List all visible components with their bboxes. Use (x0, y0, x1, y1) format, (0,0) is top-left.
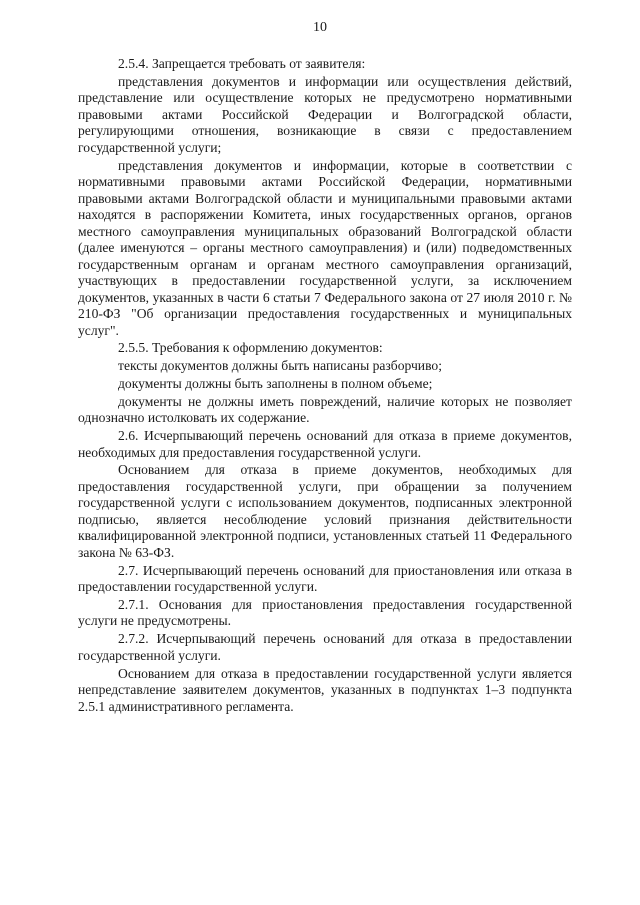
paragraph-2-5-5: 2.5.5. Требования к оформлению документов: (118, 340, 383, 356)
paragraph-refusal-grounds-reception: Основанием для отказа в приеме документов, необходимых для предоставления государственной услуги, при обращении за получением государственной услуги с использованием документов, подписанных электронной подписью, является несоблюдение условий признания действительности квалифицированной электронной подписи, установленных статьей 11 Федерального закона № 63-ФЗ. (78, 462, 572, 560)
paragraph-requirement-legible: тексты документов должны быть написаны разборчиво; (118, 358, 442, 374)
paragraph-requirement-complete: документы должны быть заполнены в полном объеме; (118, 375, 433, 391)
paragraph-prohibition-documents: представления документов и информации, которые в соответствии с нормативными правовыми актами Российской Федерации, нормативными правовыми актами Волгоградской области и муниципальными правовыми актами находятся в распоряжении Комитета, иных государственных органов, органов местного самоуправления муниципальных образований Волгоградской области (далее именуются – органы местного самоуправления) и (или) подведомственных государственным органам и органам местного самоуправления организаций, участвующих в предоставлении государственной услуги, за исключением документов, указанных в части 6 статьи 7 Федерального закона от 27 июля 2010 г. № 210-ФЗ "Об организации предоставления государственных и муниципальных услуг". (78, 157, 572, 338)
paragraph-2-7-2: 2.7.2. Исчерпывающий перечень оснований для отказа в предоставлении государственной услуги. (78, 631, 572, 663)
paragraph-2-5-4: 2.5.4. Запрещается требовать от заявителя: (118, 56, 366, 71)
paragraph-refusal-grounds-service: Основанием для отказа в предоставлении государственной услуги является непредставление заявителем документов, указанных в подпунктах 1–3 подпункта 2.5.1 административного регламента. (78, 665, 572, 714)
paragraph-requirement-undamaged: документы не должны иметь повреждений, наличие которых не позволяет однозначно истолковать их содержание. (78, 393, 572, 426)
paragraph-2-6: 2.6. Исчерпывающий перечень оснований для отказа в приеме документов, необходимых для предоставления государственной услуги. (78, 428, 572, 460)
page-number: 10 (313, 20, 327, 35)
paragraph-2-7: 2.7. Исчерпывающий перечень оснований для приостановления или отказа в предоставлении государственной услуги. (78, 562, 572, 595)
document-body (78, 56, 572, 716)
paragraph-prohibition-actions: представления документов и информации или осуществления действий, представление или осуществление которых не предусмотрено нормативными правовыми актами Российской Федерации и Волгоградской области, регулирующими отношения, возникающие в связи с предоставлением государственной услуги; (78, 73, 572, 155)
paragraph-2-7-1: 2.7.1. Основания для приостановления предоставления государственной услуги не предусмотрены. (78, 596, 572, 629)
